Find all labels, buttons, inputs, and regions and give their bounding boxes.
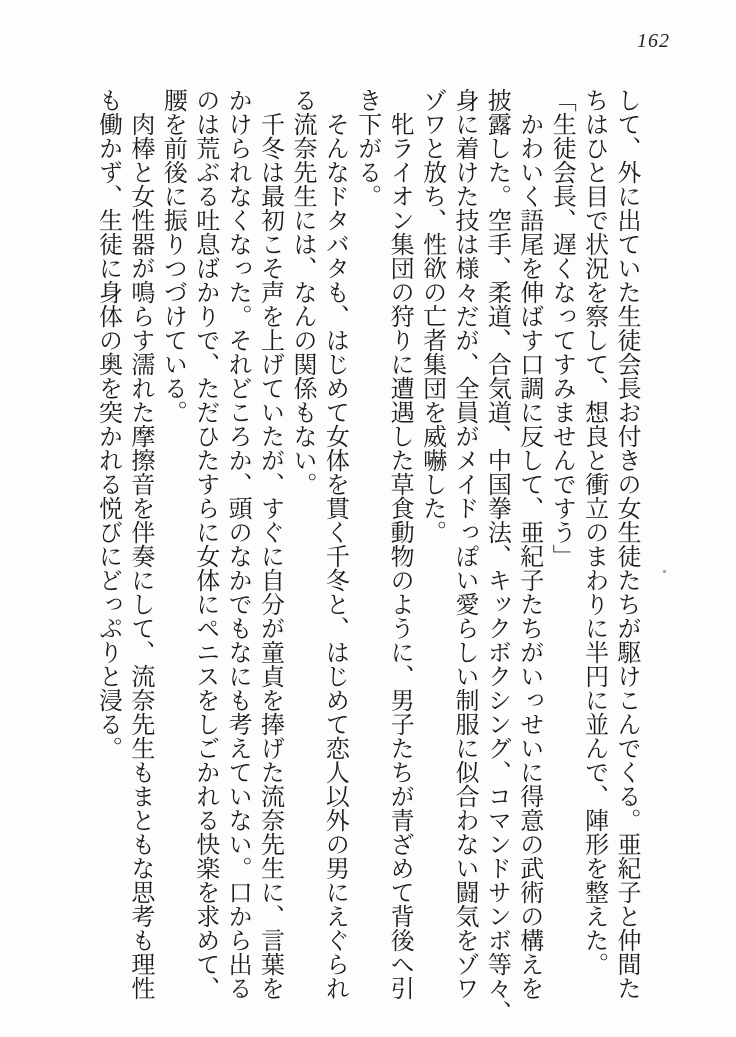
text-column: ちはひと目で状況を察して、想良と衝立のまわりに半円に並んで、陣形を整えた。 <box>580 88 607 976</box>
text-column: き下がる。 <box>353 88 380 208</box>
text-column: も働かず、生徒に身体の奥を突かれる悦びにどっぷりと浸る。 <box>94 88 121 760</box>
text-column: 「生徒会長、遅くなってすみませんですう」 <box>548 88 575 568</box>
text-column: ゾワと放ち、性欲の亡者集団を威嚇した。 <box>418 88 445 544</box>
text-column: 牝ライオン集団の狩りに遭遇した草食動物のように、男子たちが青ざめて背後へ引 <box>386 112 413 1000</box>
text-column: 腰を前後に振りつづけている。 <box>159 88 186 424</box>
text-column: る流奈先生には、なんの関係もない。 <box>288 88 315 496</box>
text-column: 披露した。空手、柔道、合気道、中国拳法、キックボクシング、コマンドサンボ等々、 <box>483 88 510 1024</box>
text-column: そんなドタバタも、はじめて女体を貫く千冬と、はじめて恋人以外の男にえぐられ <box>321 112 348 1000</box>
text-column: 身に着けた技は様々だが、全員がメイドっぽい愛らしい制服に似合わない闘気をゾワ <box>450 88 477 1000</box>
scan-speckle <box>663 570 666 573</box>
text-column: かけられなくなった。それどころか、頭のなかでもなにも考えていない。口から出る <box>224 88 251 1000</box>
vertical-text-block <box>91 88 642 1024</box>
text-column: 千冬は最初こそ声を上げていたが、すぐに自分が童貞を捧げた流奈先生に、言葉を <box>256 112 283 1000</box>
text-column: のは荒ぶる吐息ばかりで、ただひたすらに女体にペニスをしごかれる快楽を求めて、 <box>191 88 218 1000</box>
text-column: して、外に出ていた生徒会長お付きの女生徒たちが駆けこんでくる。亜紀子と仲間た <box>613 88 639 1000</box>
text-column: かわいく語尾を伸ばす口調に反して、亜紀子たちがいっせいに得意の武術の構えを <box>515 112 542 1000</box>
page-number: 162 <box>637 30 670 52</box>
text-column: 肉棒と女性器が鳴らす濡れた摩擦音を伴奏にして、流奈先生もまともな思考も理性 <box>126 112 153 1000</box>
